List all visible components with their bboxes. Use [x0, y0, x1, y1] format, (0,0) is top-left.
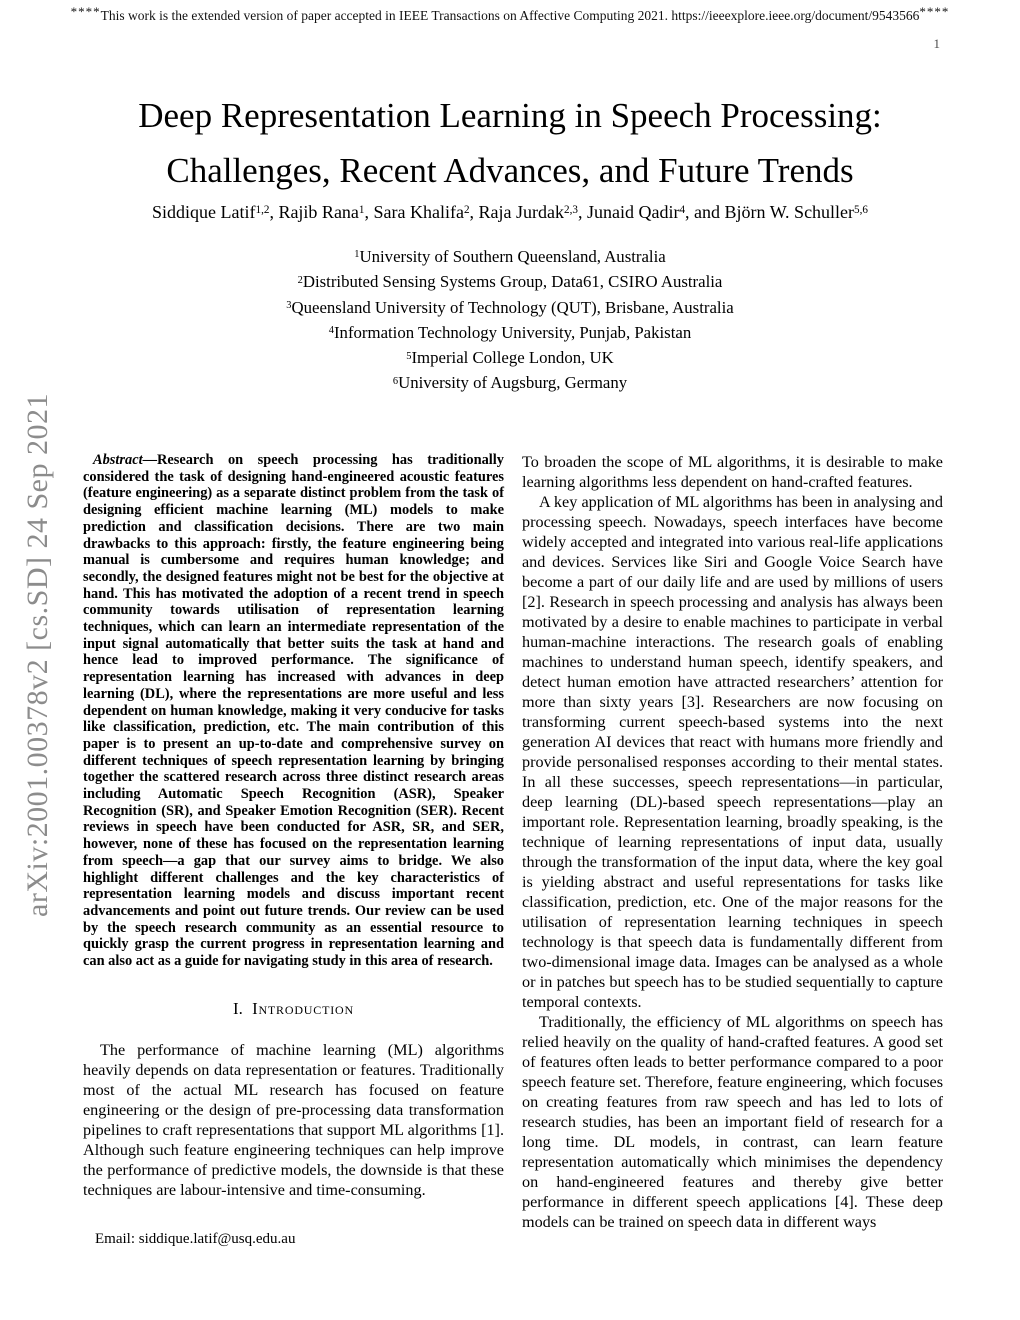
right-column-paragraph: To broaden the scope of ML algorithms, it is desirable to make learning algorithms less dependent on hand-crafted features.	[522, 453, 943, 491]
affiliation-line	[0, 322, 1020, 347]
author-name: Sara Khalifa	[373, 202, 464, 222]
affiliation-line	[0, 347, 1020, 372]
author-name: Junaid Qadir	[586, 202, 680, 222]
paper-title-line-2: Challenges, Recent Advances, and Future Trends	[166, 151, 854, 190]
authors-line	[0, 202, 1020, 223]
author-name: Björn W. Schuller	[724, 202, 855, 222]
author-name: Raja Jurdak	[478, 202, 565, 222]
author-name: Siddique Latif	[152, 202, 256, 222]
affiliation-line	[0, 271, 1020, 296]
left-column	[83, 452, 504, 1232]
affiliation-text: University of Augsburg, Germany	[398, 373, 628, 393]
author-prefix: , and	[685, 202, 725, 222]
abstract-label: Abstract	[93, 452, 143, 468]
two-column-body	[83, 452, 943, 1232]
affiliation-superscript: 5	[406, 350, 412, 362]
author-affiliation-superscript: 1,2	[255, 203, 270, 216]
affiliation-line	[0, 246, 1020, 271]
section-number: I.	[233, 998, 243, 1018]
author-prefix: ,	[469, 202, 479, 222]
section-title: Introduction	[252, 998, 354, 1018]
acceptance-notice-text: This work is the extended version of paper accepted in IEEE Transactions on Affective Computing 2021.	[100, 8, 672, 23]
paper-title-line-1: Deep Representation Learning in Speech Processing:	[138, 96, 882, 135]
affiliation-line	[0, 297, 1020, 322]
author-affiliation-superscript: 4	[679, 203, 686, 216]
affiliation-superscript: 6	[392, 375, 399, 387]
abstract-text: —Research on speech processing has traditionally considered the task of designing hand-engineered acoustic features (feature engineering) as a separate distinct problem from the task of designing efficient machine learning (ML) models to make prediction and classification decisions. There are two main drawbacks to this approach: firstly, the feature engineering being manual is cumbersome and requires human knowledge; and secondly, the designed features might not be best for the objective at hand. This has motivated the adoption of a recent trend in speech community towards utilisation of representation learning techniques, which can learn an intermediate representation of the input signal automatically that better suits the task at hand and hence lead to improved performance. The significance of representation learning has increased with advances in deep learning (DL), where the representations are more useful and less dependent on human knowledge, making it very conducive for tasks like classification, prediction, etc. The main contribution of this paper is to present an up-to-date and comprehensive survey on different techniques of speech representation learning by bringing together the scattered research across three distinct research areas including Automatic Speech Recognition (ASR), Speaker Recognition (SR), and Speaker Emotion Recognition (SER). Recent reviews in speech have been conducted for ASR, SR, and SER, however, none of these has focused on the representation learning from speech—a gap that our survey aims to bridge. We also highlight different challenges and the key characteristics of representation learning models and discuss important recent advancements and point out future trends. Our review can be used by the speech research community as an essential resource to quickly grasp the current progress in representation learning and can also act as a guide for navigating study in this area of research.	[83, 452, 504, 970]
affiliation-superscript: 2	[297, 274, 303, 286]
affiliation-superscript: 1	[354, 249, 360, 261]
author-affiliation-superscript: 2	[463, 203, 470, 216]
email-footnote: Email: siddique.latif@usq.edu.au	[95, 1231, 296, 1247]
introduction-paragraph: The performance of machine learning (ML) algorithms heavily depends on data representation or features. Traditionally most of the actual ML research has focused on feature engineering or the design of pre-processing data transformation pipelines to craft representations that support ML algorithms [1]. Although such feature engineering techniques can help improve the performance of predictive models, the downside is that these techniques are labour-intensive and time-consuming.	[83, 1040, 504, 1199]
right-column-paragraph: A key application of ML algorithms has been in analysing and processing speech. Nowadays, speech interfaces have become widely accepted and integrated into various real-life applications and devices. Services like Siri and Google Voice Search have become a part of our daily life and are used by millions of users [2]. Research in speech processing and analysis has always been motivated by a desire to enable machines to participate in verbal human-machine interactions. The research goals of enabling machines to understand human speech, identify speakers, and detect human emotion have attracted researchers’ attention for more than sixty years [3]. Researchers are now focusing on transforming current speech-based systems into the next generation AI devices that react with humans more friendly and provide personalised responses according to their mental states. In all these successes, speech representations—in particular, deep learning (DL)-based speech representations—play an important role. Representation learning, broadly speaking, is the technique of learning representations of input data, usually through the transformation of the input data, where the key goal is yielding abstract and useful representations for tasks like classification, prediction, etc. One of the major reasons for the utilisation of representation learning techniques in speech technology is that speech data is fundamentally different from two-dimensional image data. Images can be analysed as a whole or in patches but speech has to be studied sequentially to capture temporal contexts.	[522, 493, 943, 1011]
abstract-paragraph	[83, 452, 504, 970]
affiliation-text: Distributed Sensing Systems Group, Data61, CSIRO Australia	[302, 272, 723, 292]
affiliations-block	[0, 246, 1020, 398]
affiliation-line	[0, 372, 1020, 397]
affiliation-text: Queensland University of Technology (QUT), Brisbane, Australia	[291, 297, 734, 317]
ieee-document-link[interactable]: https://ieeexplore.ieee.org/document/9543566	[671, 8, 920, 23]
author-affiliation-superscript: 1	[358, 203, 365, 216]
author-prefix: ,	[577, 202, 587, 222]
right-column	[522, 452, 943, 1232]
arxiv-watermark: arXiv:2001.00378v2 [cs.SD] 24 Sep 2021	[21, 393, 54, 917]
affiliation-text: University of Southern Queensland, Australia	[359, 247, 666, 266]
author-name: Rajib Rana	[278, 202, 359, 222]
affiliation-superscript: 4	[328, 325, 334, 337]
leading-stars: ****	[70, 4, 101, 19]
acceptance-notice	[0, 4, 1020, 24]
author-prefix: ,	[269, 202, 279, 222]
author-prefix: ,	[364, 202, 374, 222]
page-number: 1	[933, 36, 940, 51]
trailing-stars: ****	[919, 4, 950, 19]
author-affiliation-superscript: 2,3	[564, 203, 578, 216]
right-column-paragraph: Traditionally, the efficiency of ML algorithms on speech has relied heavily on the quality of hand-crafted features. A good set of features often leads to better performance compared to a poor speech feature set. Therefore, feature engineering, which focuses on creating features from raw speech and has led to lots of research studies, has been an important field of research for a long time. DL models, in contrast, can learn feature representation automatically which minimises the dependency on hand-engineered features and thereby give better performance in different speech applications [4]. These deep models can be trained on speech data in different ways	[522, 1013, 943, 1231]
affiliation-text: Information Technology University, Punjab, Pakistan	[333, 322, 692, 342]
author-affiliation-superscript: 5,6	[854, 203, 868, 216]
affiliation-superscript: 3	[286, 299, 292, 311]
paper-title	[0, 88, 1020, 198]
affiliation-text: Imperial College London, UK	[411, 348, 614, 368]
section-heading-introduction	[83, 999, 504, 1019]
